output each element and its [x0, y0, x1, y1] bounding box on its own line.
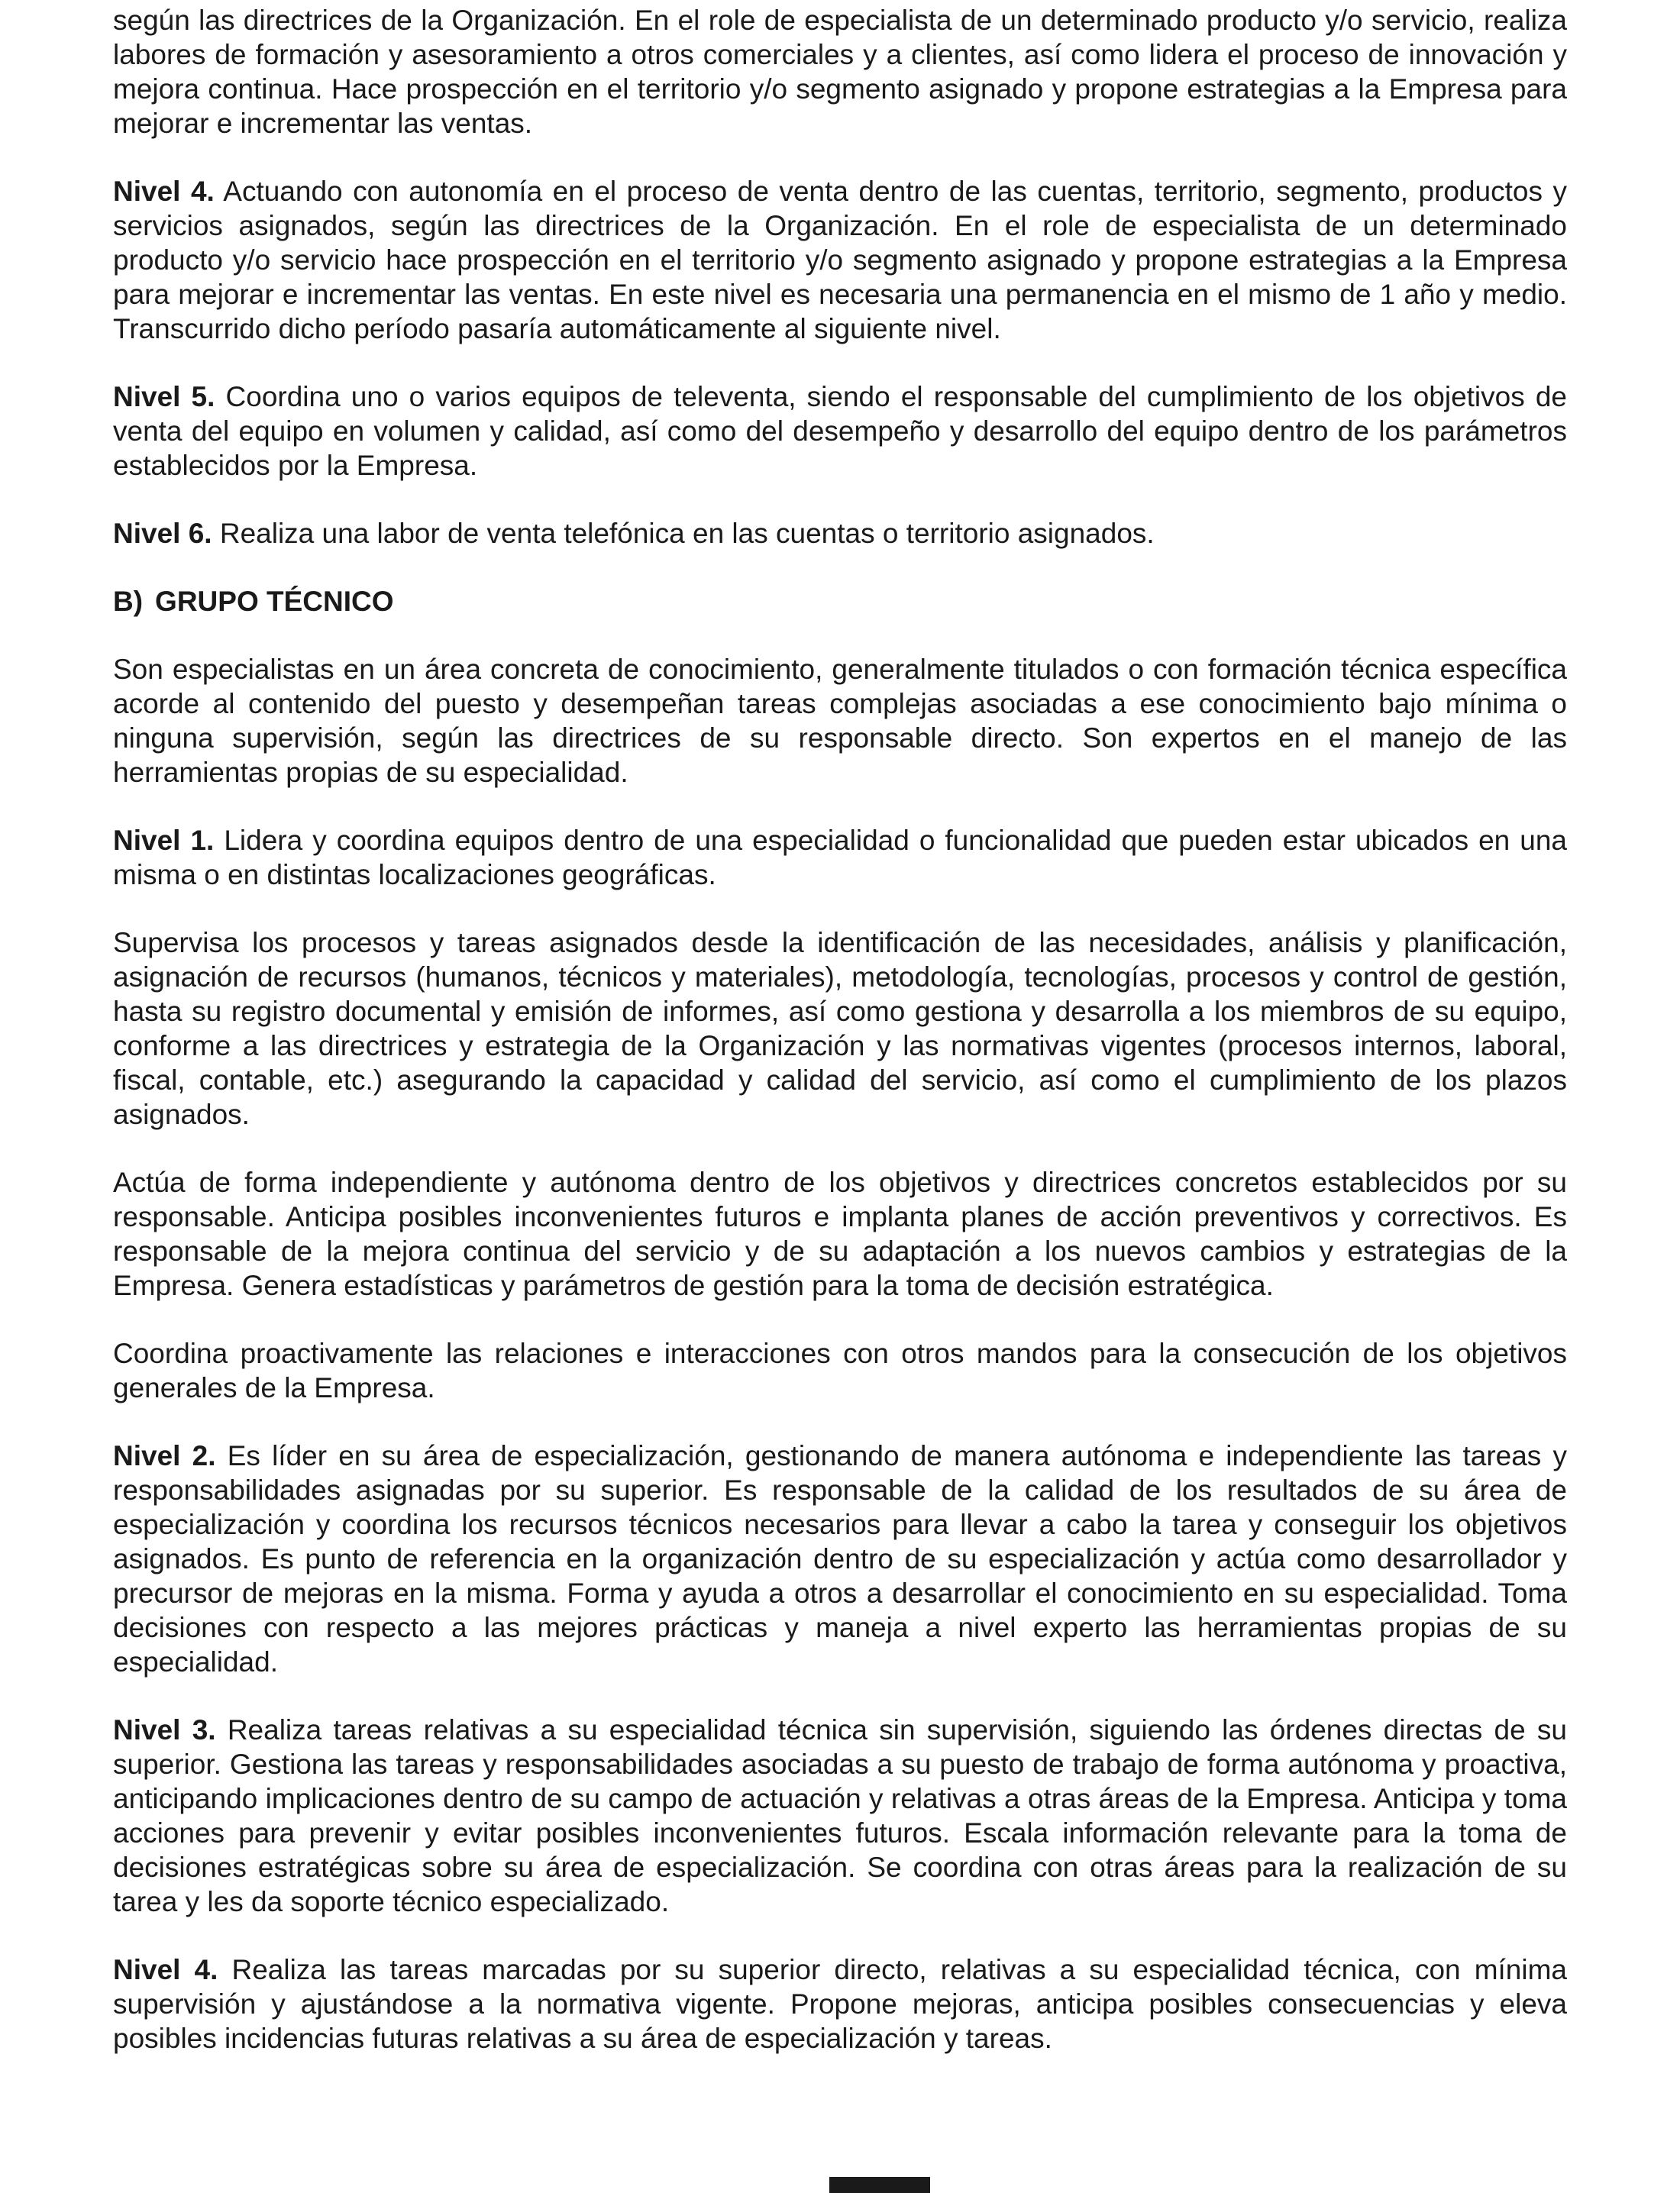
paragraph-nivel-3-tecnico: [113, 1713, 1567, 1919]
paragraph-nivel-4-tecnico: [113, 1952, 1567, 2056]
page-edge-marker: [829, 2177, 930, 2193]
paragraph-text: Es líder en su área de especialización, gestionando de manera autónoma e independiente las tareas y responsabilidades asignadas por su superior. Es responsable de la calidad de los resultados de su área de especialización y coordina los recursos técnicos necesarios para llevar a cabo la tarea y conseguir los objetivos asignados. Es punto de referencia en la organización dentro de su especialización y actúa como desarrollador y precursor de mejoras en la misma. Forma y ayuda a otros a desarrollar el conocimiento en su especialidad. Toma decisiones con respecto a las mejores prácticas y maneja a nivel experto las herramientas propias de su especialidad.: [113, 1440, 1568, 1678]
paragraph-lead: Nivel 4.: [113, 1954, 218, 1985]
paragraph-text: Realiza una labor de venta telefónica en las cuentas o territorio asignados.: [212, 518, 1155, 549]
paragraph-text: Coordina uno o varios equipos de televenta, siendo el responsable del cumplimiento de los objetivos de venta del equipo en volumen y calidad, así como del desempeño y desarrollo del equipo dentro de los parámetros establecidos por la Empresa.: [113, 381, 1567, 481]
paragraph-nivel-1-actua: [113, 1165, 1567, 1303]
paragraph-nivel-5-comercial: [113, 379, 1567, 483]
paragraph-nivel-1-coordina: [113, 1336, 1567, 1405]
paragraph-text: Lidera y coordina equipos dentro de una especialidad o funcionalidad que pueden estar ubicados en una misma o en distintas localizaciones geográficas.: [113, 825, 1567, 890]
paragraph-lead: Nivel 6.: [113, 518, 212, 549]
paragraph-lead: Nivel 3.: [113, 1714, 216, 1746]
paragraph-nivel-6-comercial: [113, 516, 1567, 551]
paragraph-lead: Nivel 4.: [113, 176, 215, 207]
paragraph-text: Supervisa los procesos y tareas asignados desde la identificación de las necesidades, análisis y planificación, asignación de recursos (humanos, técnicos y materiales), metodología, tecnologías, procesos y control de gestión, hasta su registro documental y emisión de informes, así como gestiona y desarrolla a los miembros de su equipo, conforme a las directrices y estrategia de la Organización y las normativas vigentes (procesos internos, laboral, fiscal, contable, etc.) asegurando la capacidad y calidad del servicio, así como el cumplimiento de los plazos asignados.: [113, 927, 1567, 1130]
paragraph-lead: Nivel 5.: [113, 381, 215, 412]
paragraph-text: Coordina proactivamente las relaciones e interacciones con otros mandos para la consecución de los objetivos generales de la Empresa.: [113, 1338, 1567, 1403]
paragraph-nivel-2-tecnico: [113, 1439, 1567, 1679]
paragraph-lead: Nivel 2.: [113, 1440, 216, 1471]
paragraph-nivel-1-tecnico: [113, 823, 1567, 892]
paragraph-text: Realiza tareas relativas a su especialidad técnica sin supervisión, siguiendo las órdenes directas de su superior. Gestiona las tareas y responsabilidades asociadas a su puesto de trabajo de forma autónoma y proactiva, anticipando implicaciones dentro de su campo de actuación y relativas a otras áreas de la Empresa. Anticipa y toma acciones para prevenir y evitar posibles inconvenientes futuros. Escala información relevante para la toma de decisiones estratégicas sobre su área de especialización. Se coordina con otras áreas para la realización de su tarea y les da soporte técnico especializado.: [113, 1714, 1567, 1917]
paragraph-text: Actuando con autonomía en el proceso de venta dentro de las cuentas, territorio, segmento, productos y servicios asignados, según las directrices de la Organización. En el role de especialista de un determinado producto y/o servicio hace prospección en el territorio y/o segmento asignado y propone estrategias a la Empresa para mejorar e incrementar las ventas. En este nivel es necesaria una permanencia en el mismo de 1 año y medio. Transcurrido dicho período pasaría automáticamente al siguiente nivel.: [113, 176, 1567, 344]
section-heading-letter: B): [113, 586, 144, 617]
paragraph-nivel-1-supervisa: [113, 925, 1567, 1132]
paragraph-text: según las directrices de la Organización. En el role de especialista de un determinado producto y/o servicio, realiza labores de formación y asesoramiento a otros comerciales y a clientes, así como lidera el proceso de innovación y mejora continua. Hace prospección en el territorio y/o segmento asignado y propone estrategias a la Empresa para mejorar e incrementar las ventas.: [113, 5, 1567, 139]
paragraph: [113, 3, 1567, 140]
paragraph-text: Actúa de forma independiente y autónoma dentro de los objetivos y directrices concretos establecidos por su responsable. Anticipa posibles inconvenientes futuros e implanta planes de acción preventivos y correctivos. Es responsable de la mejora continua del servicio y de su adaptación a los nuevos cambios y estrategias de la Empresa. Genera estadísticas y parámetros de gestión para la toma de decisión estratégica.: [113, 1167, 1567, 1301]
paragraph-text: Son especialistas en un área concreta de conocimiento, generalmente titulados o con formación técnica específica acorde al contenido del puesto y desempeñan tareas complejas asociadas a ese conocimiento bajo mínima o ninguna supervisión, según las directrices de su responsable directo. Son expertos en el manejo de las herramientas propias de su especialidad.: [113, 654, 1567, 788]
section-heading-text: GRUPO TÉCNICO: [155, 586, 394, 617]
paragraph-nivel-4-comercial: [113, 174, 1567, 346]
section-heading-grupo-tecnico: [113, 584, 1567, 618]
paragraph-lead: Nivel 1.: [113, 825, 215, 856]
paragraph-text: Realiza las tareas marcadas por su superior directo, relativas a su especialidad técnica, con mínima supervisión y ajustándose a la normativa vigente. Propone mejoras, anticipa posibles consecuencias y eleva posibles incidencias futuras relativas a su área de especialización y tareas.: [113, 1954, 1567, 2054]
paragraph-grupo-tecnico-intro: [113, 652, 1567, 790]
